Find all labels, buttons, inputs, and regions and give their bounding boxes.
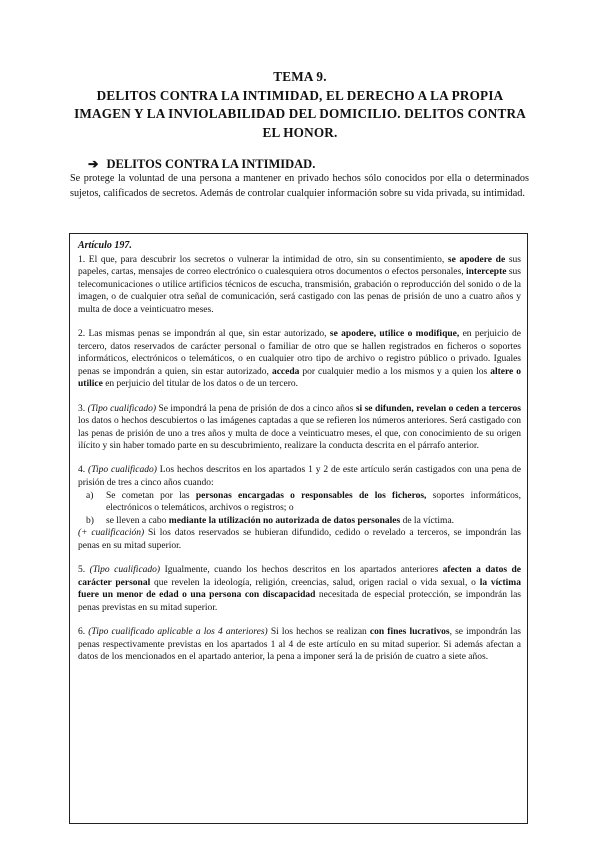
text-run: los datos o hechos descubiertos o las imágenes captadas a que se refieren los números anteriores. Será castigado con las penas de prisión de uno a tres años y multa de doce a veinticuatro meses, el que, con conocimiento de su origen ilícito y sin haber tomado parte en su descubrimiento, realizare la conducta descrita en el párrafo anterior. xyxy=(78,416,521,452)
text-run: Si los hechos se realizan xyxy=(267,626,370,637)
italic-run: (Tipo cualificado) xyxy=(89,565,161,576)
bold-run: con fines lucrativos xyxy=(369,626,450,637)
text-run: de la víctima. xyxy=(400,515,455,526)
text-run: 1. El que, para descubrir los secretos o vulnerar la intimidad de otro, sin su consentimiento, xyxy=(78,254,448,265)
article-paragraph-4 xyxy=(78,464,521,552)
title-line-4: EL HONOR. xyxy=(262,124,338,140)
bold-run: altere o utilice xyxy=(78,366,522,390)
sub-cualificacion xyxy=(78,527,521,552)
bold-run: mediante la utilización no autorizada de datos personales xyxy=(168,515,401,526)
text-run: sus papeles, cartas, mensajes de correo electrónico o cualesquiera otros documentos o efectos personales, xyxy=(78,254,521,278)
bold-run: afecten a datos de carácter personal xyxy=(78,565,522,588)
text-run: Los hechos descritos en los apartados 1 y 2 de este artículo serán castigados con una pena de prisión de tres a cinco años cuando: xyxy=(78,465,521,488)
article-paragraph-1 xyxy=(78,254,521,317)
text-run: en perjuicio de tercero, datos reservados de carácter personal o familiar de otro que se hallen registrados en ficheros o soportes informáticos, electrónicos o telemáticos, o en cualquier otro tipo de archivo o registro público o privado. Iguales penas se impondrán a quien, sin estar autorizado, xyxy=(78,329,521,377)
bold-run: se apodere, utilice o modifique, xyxy=(329,329,460,340)
bold-run: se apodere de xyxy=(447,254,506,265)
italic-run: (+ cualificación) xyxy=(78,528,145,539)
article-paragraph-6 xyxy=(78,626,521,664)
text-run: soportes informáticos, electrónicos o telemáticos, archivos o registros; o xyxy=(106,490,521,514)
text-run: por cualquier medio a los mismos y a quien los xyxy=(299,366,491,377)
text-run: en perjuicio del titular de los datos o de un tercero. xyxy=(102,379,299,390)
article-box xyxy=(69,233,528,824)
text-run: Se cometan por las xyxy=(106,490,196,501)
italic-run: (Tipo cualificado) xyxy=(87,403,156,414)
text-run: 3. xyxy=(78,403,88,414)
bold-run: si se difunden, revelan o ceden a terceros xyxy=(355,403,522,414)
text-run: se lleven a cabo xyxy=(106,515,169,526)
article-list xyxy=(78,490,521,528)
article-paragraph-3 xyxy=(78,403,521,453)
text-run: 4. xyxy=(78,465,89,476)
text-run: Igualmente, cuando los hechos descritos en los apartados anteriores xyxy=(160,565,443,576)
bold-run: intercepte xyxy=(466,267,507,278)
bold-run: acceda xyxy=(271,366,300,377)
title-line-2: DELITOS CONTRA LA INTIMIDAD, EL DERECHO A LA PROPIA xyxy=(96,87,504,103)
text-run: 5. xyxy=(78,565,90,576)
list-item-text xyxy=(106,490,521,515)
list-item-text xyxy=(106,515,521,528)
list-item xyxy=(78,490,521,515)
section-heading xyxy=(88,156,315,172)
text-run: necesitada de especial protección, se impondrán las penas previstas en su mitad superior. xyxy=(78,590,521,613)
list-item xyxy=(78,515,521,528)
text-run: que revelen la ideología, religión, creencias, salud, origen racial o vida sexual, o xyxy=(150,577,480,588)
article-title: Artículo 197. xyxy=(78,240,132,251)
document-title xyxy=(60,68,540,142)
text-run: , se impondrán las penas respectivamente previstas en los apartados 1 al 4 de este artículo en su mitad superior. Si además afectan a datos de los mencionados en el apartado anterior, la pena a imponer será la de prisión de cuatro a siete años. xyxy=(78,626,521,663)
italic-run: (Tipo cualificado aplicable a los 4 anteriores) xyxy=(88,626,268,637)
bold-run: la víctima fuere un menor de edad o una persona con discapacidad xyxy=(78,577,521,601)
text-run: sus telecomunicaciones o utilice artificios técnicos de escucha, transmisión, grabación o reproducción del sonido o de la imagen, o de cualquier otra señal de comunicación, será castigado con las penas de prisión de uno a cuatro años y multa de doce a veinticuatro meses. xyxy=(78,267,521,315)
italic-run: (Tipo cualificado) xyxy=(88,465,157,476)
section-heading-text: DELITOS CONTRA LA INTIMIDAD. xyxy=(106,157,316,171)
text-run: 6. xyxy=(78,626,89,637)
intro-paragraph: Se protege la voluntad de una persona a mantener en privado hechos sólo conocidos por ella o determinados sujetos, calificados de secretos. Además de controlar cualquier información sobre su vida privada, su intimidad. xyxy=(70,173,529,199)
title-line-3: IMAGEN Y LA INVIOLABILIDAD DEL DOMICILIO. DELITOS CONTRA xyxy=(74,106,526,121)
arrow-right-icon: ➔ xyxy=(88,157,99,171)
text-run: Se impondrá la pena de prisión de dos a cinco años xyxy=(156,403,356,414)
list-marker: a) xyxy=(86,490,94,501)
list-marker: b) xyxy=(86,515,94,526)
text-run: 2. Las mismas penas se impondrán al que, sin estar autorizado, xyxy=(78,329,330,340)
article-paragraph-2 xyxy=(78,328,521,391)
text-run: Si los datos reservados se hubieran difundido, cedido o revelado a terceros, se impondrán las penas en su mitad superior. xyxy=(78,528,521,551)
bold-run: personas encargadas o responsables de los ficheros, xyxy=(195,490,427,501)
title-line-1: TEMA 9. xyxy=(273,69,327,84)
article-paragraph-5 xyxy=(78,564,521,614)
